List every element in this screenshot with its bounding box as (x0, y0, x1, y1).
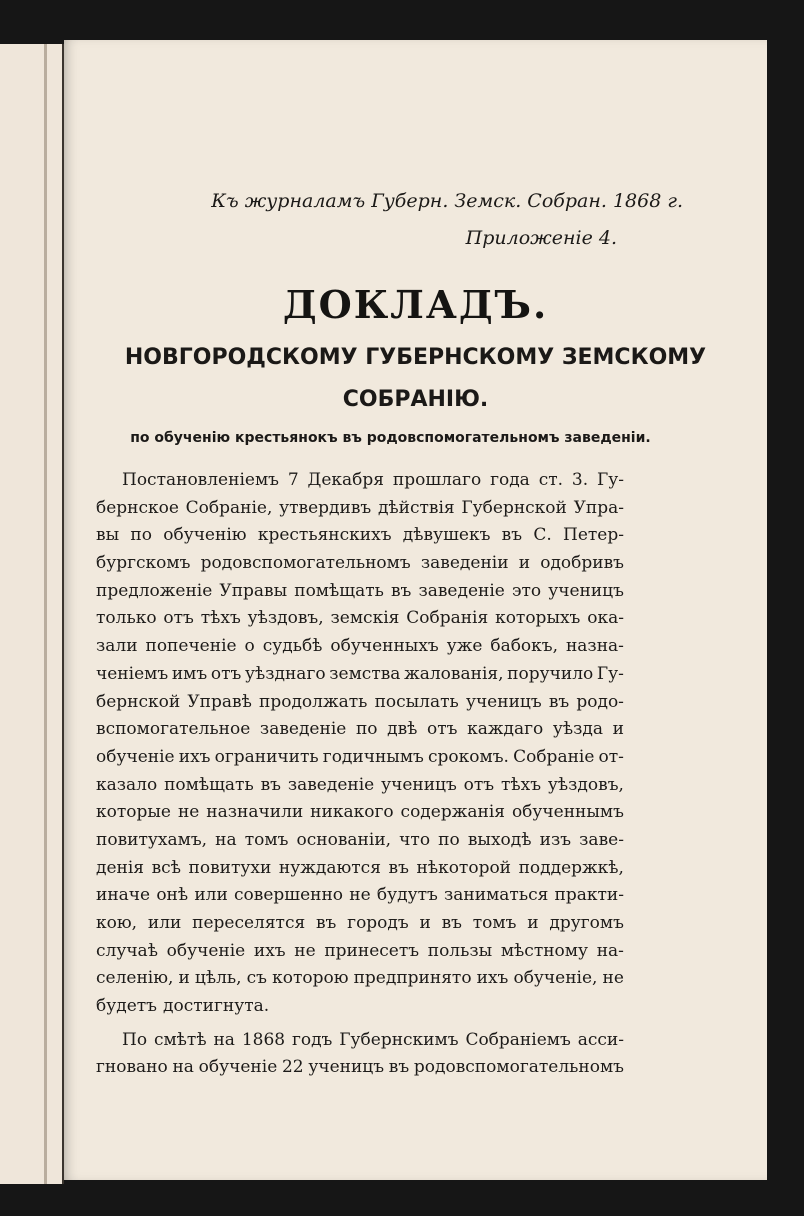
document-title: ДОКЛАДЪ. (282, 282, 549, 327)
body-line: Постановленіемъ 7 Декабря прошлаго года ст. 3. Гу- (122, 470, 624, 490)
body-line: денія всѣ повитухи нуждаются въ нѣкоторой поддержкѣ, (96, 857, 624, 878)
body-line: бургскомъ родовспомогательномъ заведеніи и одобривъ (96, 553, 624, 574)
body-line: которые не назначили никакого содержанія обученнымъ (96, 802, 624, 823)
body-line: зали попеченіе о судьбѣ обученныхъ уже бабокъ, назна- (96, 636, 624, 657)
body-line: иначе онѣ или совершенно не будутъ заниматься практи- (96, 885, 624, 906)
body-line: только отъ тѣхъ уѣздовъ, земскія Собранія которыхъ ока- (96, 608, 624, 629)
body-line: обученіе ихъ ограничить годичнымъ срокомъ. Собраніе от- (96, 746, 624, 767)
body-line: вспомогательное заведеніе по двѣ отъ каждаго уѣзда и (96, 719, 624, 740)
body-line: бернской Управѣ продолжать посылать ученицъ въ родо- (96, 691, 624, 712)
body-text (96, 467, 624, 1082)
body-line: ченіемъ имъ отъ уѣзднаго земства жалованія, поручило Гу- (96, 663, 624, 684)
body-line: кою, или переселятся въ городъ и въ томъ и другомъ (96, 913, 624, 933)
body-line: казало помѣщать въ заведеніе ученицъ отъ тѣхъ уѣздовъ, (96, 774, 624, 795)
body-line: случаѣ обученіе ихъ не принесетъ пользы мѣстному на- (96, 940, 624, 961)
page-gutter (44, 44, 47, 1184)
body-line: повитухамъ, на томъ основаніи, что по выходѣ изъ заве- (96, 829, 624, 850)
body-line: будетъ достигнута. (96, 996, 270, 1017)
appendix-label: Приложеніе 4. (465, 227, 617, 249)
subtitle-line-2: СОБРАНІЮ. (342, 387, 489, 412)
journal-reference: Къ журналамъ Губерн. Земск. Собран. 1868 г. (211, 190, 683, 212)
body-line: селенію, и цѣль, съ которою предпринято ихъ обученіе, не (96, 968, 624, 989)
document-page (64, 40, 767, 1180)
body-line: гновано на обученіе 22 ученицъ въ родовспомогательномъ (96, 1057, 624, 1078)
body-line: По смѣтѣ на 1868 годъ Губернскимъ Собраніемъ асси- (122, 1029, 624, 1050)
body-line: предложеніе Управы помѣщать въ заведеніе это ученицъ (96, 580, 624, 601)
document-topic: по обученію крестьянокъ въ родовспомогательномъ заведеніи. (130, 430, 651, 446)
body-line: бернское Собраніе, утвердивъ дѣйствія Губернской Упра- (96, 497, 624, 518)
left-page-edge (0, 44, 64, 1184)
subtitle-line-1: НОВГОРОДСКОМУ ГУБЕРНСКОМУ ЗЕМСКОМУ (124, 345, 707, 370)
body-line: вы по обученію крестьянскихъ дѣвушекъ въ С. Петер- (96, 525, 624, 546)
